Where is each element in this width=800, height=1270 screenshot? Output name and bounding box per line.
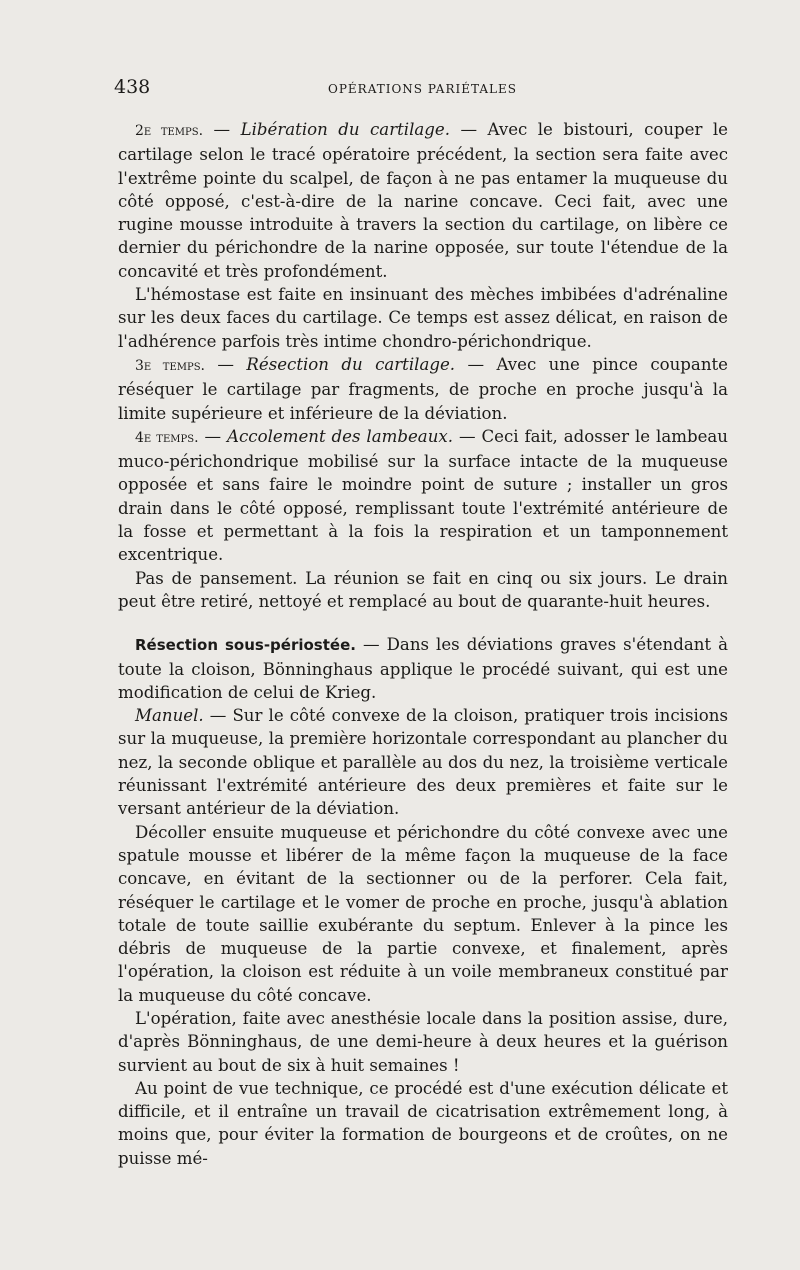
- step-title: Résection du cartilage.: [246, 354, 456, 374]
- body-text: [118, 118, 728, 1170]
- paragraph-hemostasis: L'hémostase est faite en insinuant des mèches imbibées d'adrénaline sur les deux faces du cartilage. Ce temps est assez délicat, en raison de l'adhérence parfois très intime chondro-périchondrique.: [118, 285, 728, 351]
- step-label: 3e temps.: [135, 357, 206, 374]
- paragraph-manual: [118, 704, 728, 820]
- paragraph-text: — Dans les déviations graves s'étendant à toute la cloison, Bönninghaus applique le procédé suivant, qui est une modification de celui de Krieg.: [118, 635, 728, 702]
- paragraph-operation-duration: L'opération, faite avec anesthésie locale dans la position assise, dure, d'après Bönninghaus, de une demi-heure à deux heures et la guérison survient au bout de six à huit semaines !: [118, 1008, 728, 1075]
- page-header: [0, 76, 800, 102]
- paragraph-detachment: Décoller ensuite muqueuse et périchondre du côté convexe avec une spatule mousse et libérer de la même façon la muqueuse de la face concave, en évitant de la sectionner ou de la perforer. Cela fait, réséquer le cartilage et le vomer de proche en proche, jusqu'à ablation totale de toute saillie exubérante du septum. Enlever à la pince les débris de muqueuse de la partie convexe, et finalement, après l'opération, la cloison est réduite à un voile membraneux constitué par la muqueuse du côté concave.: [118, 822, 728, 1005]
- separator: —: [198, 426, 228, 446]
- separator: —: [203, 120, 241, 139]
- paragraph-text: — Avec une pince coupante réséquer le cartilage par fragments, de proche en proche jusqu'à la limite supérieure et inférieure de la déviation.: [118, 354, 729, 423]
- step-title: Accolement des lambeaux.: [227, 426, 454, 446]
- running-title: OPÉRATIONS PARIÉTALES: [328, 82, 517, 96]
- step-label: 2e temps.: [135, 123, 204, 139]
- paragraph-subperiosteal: [118, 633, 728, 704]
- section-gap: [118, 613, 728, 633]
- paragraph-step-3: [118, 353, 728, 425]
- step-label: 4e temps.: [135, 429, 199, 446]
- section-heading: Résection sous-périostée.: [135, 636, 356, 655]
- page-number: 438: [114, 76, 151, 98]
- paragraph-text: — Ceci fait, adosser le lambeau muco-périchondrique mobilisé sur la surface intacte de la muqueuse opposée et sans faire le moindre point de suture ; installer un gros drain dans le côté opposé, remplissant toute l'extrémité antérieure de la fosse et permettant à la fois la respiration et un tamponnement excentrique.: [118, 426, 728, 565]
- step-title: Libération du cartilage.: [240, 120, 451, 139]
- paragraph-text: — Avec le bistouri, couper le cartilage selon le tracé opératoire précédent, la section sera faite avec l'extrême pointe du scalpel, de façon à ne pas entamer la muqueuse du côté opposé, c'est-à-dire de la narine concave. Ceci fait, avec une rugine mousse introduite à travers la section du cartilage, on libère ce dernier du périchondre de la narine opposée, sur toute l'étendue de la concavité et très profondément.: [118, 120, 728, 281]
- paragraph-step-2: [118, 118, 728, 283]
- subsection-title: Manuel.: [135, 706, 204, 726]
- paragraph-text: — Sur le côté convexe de la cloison, pratiquer trois incisions sur la muqueuse, la première horizontale correspondant au plancher du nez, la seconde oblique et parallèle au dos du nez, la troisième verticale réunissant l'extrémité antérieure des deux premières et faite sur le versant antérieur de la déviation.: [118, 706, 728, 819]
- separator: —: [205, 354, 247, 374]
- paragraph-step-4: [118, 425, 728, 567]
- paragraph-dressing: Pas de pansement. La réunion se fait en cinq ou six jours. Le drain peut être retiré, nettoyé et remplacé au bout de quarante-huit heures.: [118, 568, 728, 611]
- paragraph-technique: Au point de vue technique, ce procédé est d'une exécution délicate et difficile, et il entraîne un travail de cicatrisation extrêmement long, à moins que, pour éviter la formation de bourgeons et de croûtes, on ne puisse mé-: [118, 1078, 728, 1168]
